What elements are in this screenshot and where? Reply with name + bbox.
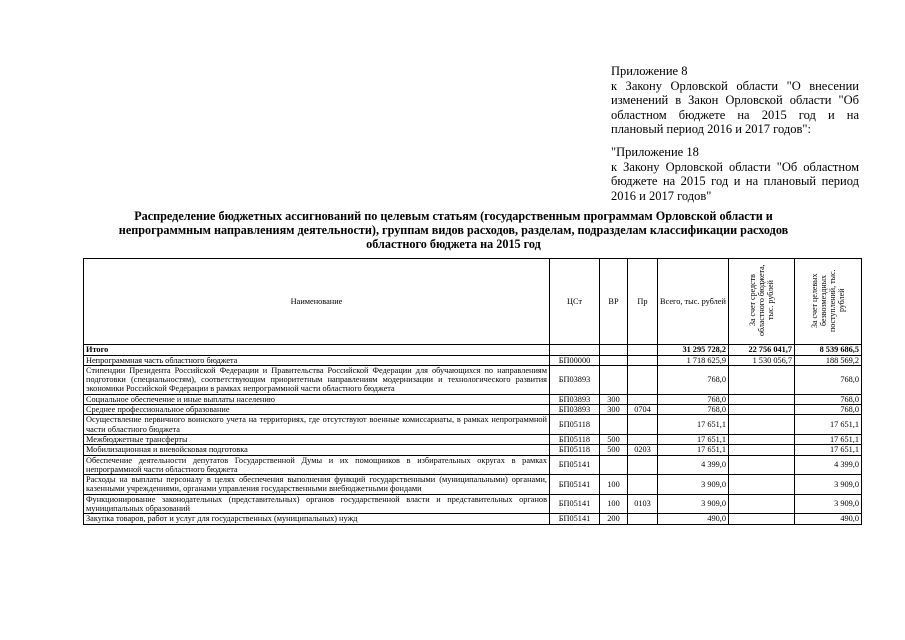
cell-targeted: 8 539 686,5 — [795, 345, 862, 355]
cell-targeted: 17 651,1 — [795, 415, 862, 435]
appendix-block — [611, 64, 859, 203]
cell-pr: 0103 — [628, 494, 658, 514]
cell-budget — [729, 475, 795, 495]
table-row — [84, 445, 862, 455]
cell-name: Непрограммная часть областного бюджета — [84, 355, 550, 365]
cell-cst: БП05141 — [550, 514, 600, 524]
cell-name: Среднее профессиональное образование — [84, 405, 550, 415]
cell-cst: БП05118 — [550, 434, 600, 444]
cell-name: Итого — [84, 345, 550, 355]
cell-pr: 0704 — [628, 405, 658, 415]
cell-pr — [628, 415, 658, 435]
cell-pr — [628, 394, 658, 404]
cell-pr: 0203 — [628, 445, 658, 455]
cell-name: Стипендии Президента Российской Федерации и Правительства Российской Федерации для обучающихся по направлениям подготовки (специальностям), соответствующим приоритетным направлениям модернизации и технологического развития экономики Российской Федерации в рамках непрограммной части областного бюджета — [84, 365, 550, 394]
table-row — [84, 365, 862, 394]
table-row — [84, 415, 862, 435]
cell-total: 17 651,1 — [658, 445, 729, 455]
table-row — [84, 405, 862, 415]
cell-cst: БП00000 — [550, 355, 600, 365]
cell-pr — [628, 475, 658, 495]
cell-pr — [628, 455, 658, 475]
cell-total: 17 651,1 — [658, 434, 729, 444]
cell-name: Осуществление первичного воинского учета на территориях, где отсутствуют военные комиссариаты, в рамках непрограммной части областного бюджета — [84, 415, 550, 435]
table-body — [84, 345, 862, 524]
cell-targeted: 17 651,1 — [795, 434, 862, 444]
header-vr: ВР — [600, 259, 628, 345]
cell-total: 17 651,1 — [658, 415, 729, 435]
table-row — [84, 475, 862, 495]
cell-total: 3 909,0 — [658, 494, 729, 514]
appendix-original-number: "Приложение 18 — [611, 144, 699, 159]
cell-vr: 300 — [600, 405, 628, 415]
cell-budget: 22 756 041,7 — [729, 345, 795, 355]
cell-pr — [628, 365, 658, 394]
cell-targeted: 4 399,0 — [795, 455, 862, 475]
header-pr: Пр — [628, 259, 658, 345]
header-targeted-text: За счет целевых безвозмездных поступлений, тыс. рублей — [810, 269, 846, 332]
document-title: Распределение бюджетных ассигнований по целевым статьям (государственным программам Орловской области и непрограммным направлениям деятельности), группам видов расходов, разделам, подразделам классификации расходов областного бюджета на 2015 год — [118, 209, 789, 252]
cell-vr — [600, 365, 628, 394]
cell-name: Межбюджетные трансферты — [84, 434, 550, 444]
cell-cst: БП03893 — [550, 394, 600, 404]
cell-cst: БП05118 — [550, 415, 600, 435]
cell-total: 768,0 — [658, 405, 729, 415]
cell-targeted: 188 569,2 — [795, 355, 862, 365]
header-cst: ЦСт — [550, 259, 600, 345]
cell-cst: БП05141 — [550, 455, 600, 475]
cell-vr: 500 — [600, 445, 628, 455]
cell-cst: БП05118 — [550, 445, 600, 455]
cell-total: 4 399,0 — [658, 455, 729, 475]
cell-total: 31 295 728,2 — [658, 345, 729, 355]
cell-vr: 100 — [600, 494, 628, 514]
table-row — [84, 434, 862, 444]
table-row — [84, 394, 862, 404]
cell-pr — [628, 514, 658, 524]
cell-targeted: 768,0 — [795, 405, 862, 415]
appendix-number: Приложение 8 — [611, 64, 688, 78]
table-row — [84, 514, 862, 524]
cell-targeted: 3 909,0 — [795, 475, 862, 495]
cell-targeted: 768,0 — [795, 365, 862, 394]
appendix-law-reference: к Закону Орловской области "О внесении изменений в Закон Орловской области "Об областном бюджете на 2015 год и на плановый период 2016 и 2017 годов": — [611, 78, 859, 137]
cell-vr — [600, 345, 628, 355]
cell-budget — [729, 494, 795, 514]
cell-budget — [729, 455, 795, 475]
table-row — [84, 455, 862, 475]
cell-targeted: 17 651,1 — [795, 445, 862, 455]
cell-total: 768,0 — [658, 365, 729, 394]
cell-name: Обеспечение деятельности депутатов Государственной Думы и их помощников в избирательных округах в рамках непрограммной части областного бюджета — [84, 455, 550, 475]
cell-vr — [600, 455, 628, 475]
budget-table — [83, 258, 862, 525]
header-total: Всего, тыс. рублей — [658, 259, 729, 345]
cell-pr — [628, 355, 658, 365]
cell-vr: 100 — [600, 475, 628, 495]
table-row — [84, 494, 862, 514]
cell-cst: БП05141 — [550, 475, 600, 495]
cell-total: 1 718 625,9 — [658, 355, 729, 365]
cell-vr — [600, 355, 628, 365]
header-name: Наименование — [84, 259, 550, 345]
table-header-row — [84, 259, 862, 345]
cell-budget — [729, 434, 795, 444]
table-total-row — [84, 345, 862, 355]
cell-cst: БП03893 — [550, 365, 600, 394]
cell-budget: 1 530 056,7 — [729, 355, 795, 365]
cell-vr: 300 — [600, 394, 628, 404]
cell-budget — [729, 365, 795, 394]
cell-total: 768,0 — [658, 394, 729, 404]
table-row — [84, 355, 862, 365]
cell-cst: БП05141 — [550, 494, 600, 514]
cell-vr: 200 — [600, 514, 628, 524]
cell-name: Функционирование законодательных (представительных) органов государственной власти и представительных органов муниципальных образований — [84, 494, 550, 514]
cell-name: Расходы на выплаты персоналу в целях обеспечения выполнения функций государственными (муниципальными) органами, казенными учреждениями, органами управления государственными внебюджетными фондами — [84, 475, 550, 495]
cell-budget — [729, 445, 795, 455]
cell-budget — [729, 415, 795, 435]
cell-cst — [550, 345, 600, 355]
cell-targeted: 768,0 — [795, 394, 862, 404]
cell-pr — [628, 345, 658, 355]
appendix-original-law-reference: к Закону Орловской области "Об областном бюджете на 2015 год и на плановый период 2016 и 2017 годов" — [611, 159, 859, 203]
header-targeted — [795, 259, 862, 345]
cell-name: Закупка товаров, работ и услуг для государственных (муниципальных) нужд — [84, 514, 550, 524]
cell-pr — [628, 434, 658, 444]
header-budget-text: За счет средств областного бюджета, тыс. рублей — [748, 264, 775, 337]
cell-targeted: 3 909,0 — [795, 494, 862, 514]
cell-budget — [729, 405, 795, 415]
cell-cst: БП03893 — [550, 405, 600, 415]
header-budget — [729, 259, 795, 345]
cell-vr: 500 — [600, 434, 628, 444]
cell-budget — [729, 394, 795, 404]
cell-targeted: 490,0 — [795, 514, 862, 524]
cell-name: Социальное обеспечение и иные выплаты населению — [84, 394, 550, 404]
cell-vr — [600, 415, 628, 435]
cell-total: 3 909,0 — [658, 475, 729, 495]
cell-name: Мобилизационная и вневойсковая подготовка — [84, 445, 550, 455]
cell-budget — [729, 514, 795, 524]
cell-total: 490,0 — [658, 514, 729, 524]
